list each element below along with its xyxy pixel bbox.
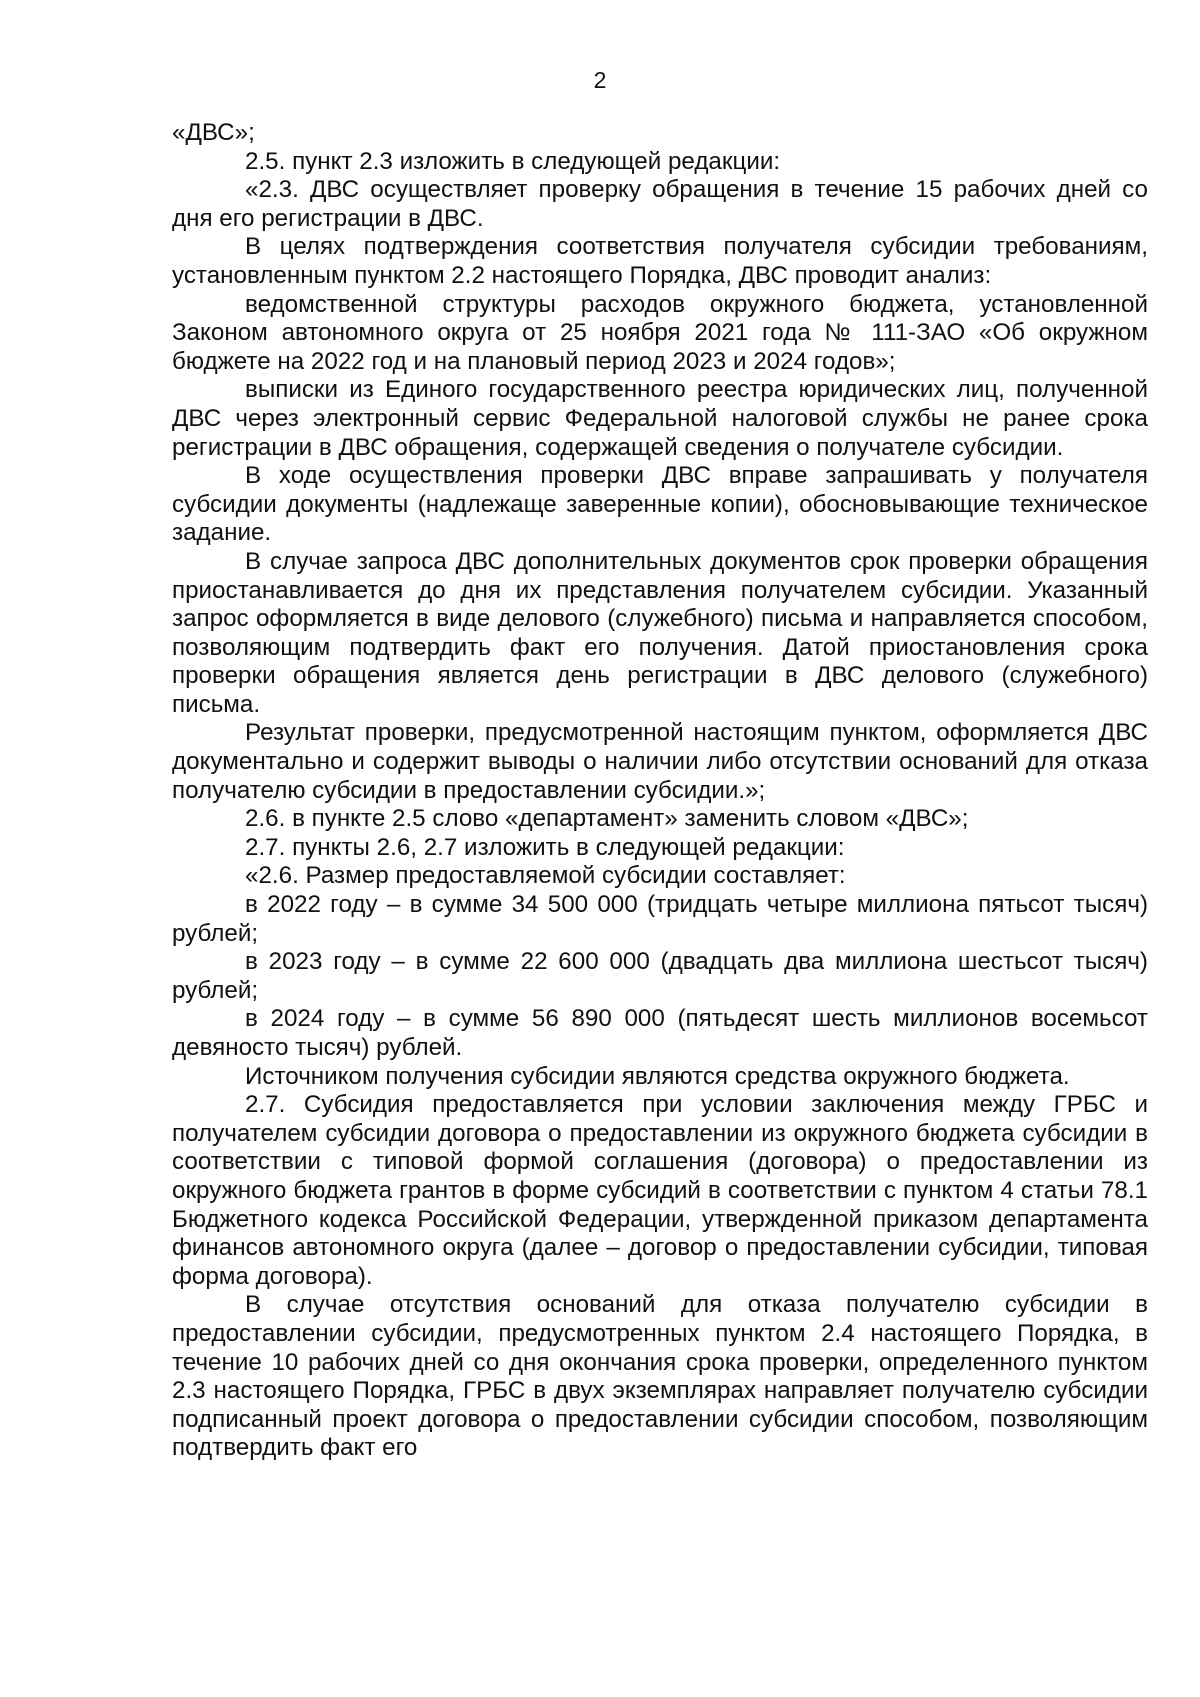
paragraph: В ходе осуществления проверки ДВС вправе запрашивать у получателя субсидии документы (надлежаще заверенные копии), обосновывающие техническое задание. <box>172 462 1148 547</box>
paragraph: в 2023 году – в сумме 22 600 000 (двадцать два миллиона шестьсот тысяч) рублей; <box>172 948 1148 1004</box>
paragraph: 2.7. Субсидия предоставляется при условии заключения между ГРБС и получателем субсидии договора о предоставлении из окружного бюджета субсидии в соответствии с типовой формой соглашения (договора) о предоставлении из окружного бюджета грантов в форме субсидий в соответствии с пунктом 4 статьи 78.1 Бюджетного кодекса Российской Федерации, утвержденной приказом департамента финансов автономного округа (далее – договор о предоставлении субсидии, типовая форма договора). <box>172 1091 1148 1290</box>
paragraph: выписки из Единого государственного реестра юридических лиц, полученной ДВС через электронный сервис Федеральной налоговой службы не ранее срока регистрации в ДВС обращения, содержащей сведения о получателе субсидии. <box>172 376 1148 461</box>
paragraph: 2.5. пункт 2.3 изложить в следующей редакции: <box>245 147 781 175</box>
paragraph: В целях подтверждения соответствия получателя субсидии требованиям, установленным пунктом 2.2 настоящего Порядка, ДВС проводит анализ: <box>172 233 1148 289</box>
paragraph: В случае отсутствия оснований для отказа получателю субсидии в предоставлении субсидии, предусмотренных пунктом 2.4 настоящего Порядка, в течение 10 рабочих дней со дня окончания срока проверки, определенного пунктом 2.3 настоящего Порядка, ГРБС в двух экземплярах направляет получателю субсидии подписанный проект договора о предоставлении субсидии способом, позволяющим подтвердить факт его <box>172 1291 1148 1462</box>
paragraph: Источником получения субсидии являются средства окружного бюджета. <box>245 1062 1070 1090</box>
paragraph: В случае запроса ДВС дополнительных документов срок проверки обращения приостанавливается до дня их представления получателем субсидии. Указанный запрос оформляется в виде делового (служебного) письма и направляется способом, позволяющим подтвердить факт его получения. Датой приостановления срока проверки обращения является день регистрации в ДВС делового (служебного) письма. <box>172 547 1148 718</box>
paragraph: «2.6. Размер предоставляемой субсидии составляет: <box>245 862 846 890</box>
paragraph: «2.3. ДВС осуществляет проверку обращения в течение 15 рабочих дней со дня его регистрации в ДВС. <box>172 176 1148 232</box>
paragraph: в 2024 году – в сумме 56 890 000 (пятьдесят шесть миллионов восемьсот девяносто тысяч) рублей. <box>172 1005 1148 1061</box>
page-number: 2 <box>593 67 607 93</box>
paragraph: 2.6. в пункте 2.5 слово «департамент» заменить словом «ДВС»; <box>245 805 969 833</box>
document-body <box>172 119 1148 1463</box>
paragraph: ведомственной структуры расходов окружного бюджета, установленной Законом автономного округа от 25 ноября 2021 года № 111-ЗАО «Об окружном бюджете на 2022 год и на плановый период 2023 и 2024 годов»; <box>172 290 1148 375</box>
paragraph: Результат проверки, предусмотренной настоящим пунктом, оформляется ДВС документально и содержит выводы о наличии либо отсутствии оснований для отказа получателю субсидии в предоставлении субсидии.»; <box>172 719 1148 804</box>
paragraph: «ДВС»; <box>172 119 255 146</box>
paragraph: в 2022 году – в сумме 34 500 000 (тридцать четыре миллиона пятьсот тысяч) рублей; <box>172 891 1148 947</box>
paragraph: 2.7. пункты 2.6, 2.7 изложить в следующей редакции: <box>245 833 845 861</box>
